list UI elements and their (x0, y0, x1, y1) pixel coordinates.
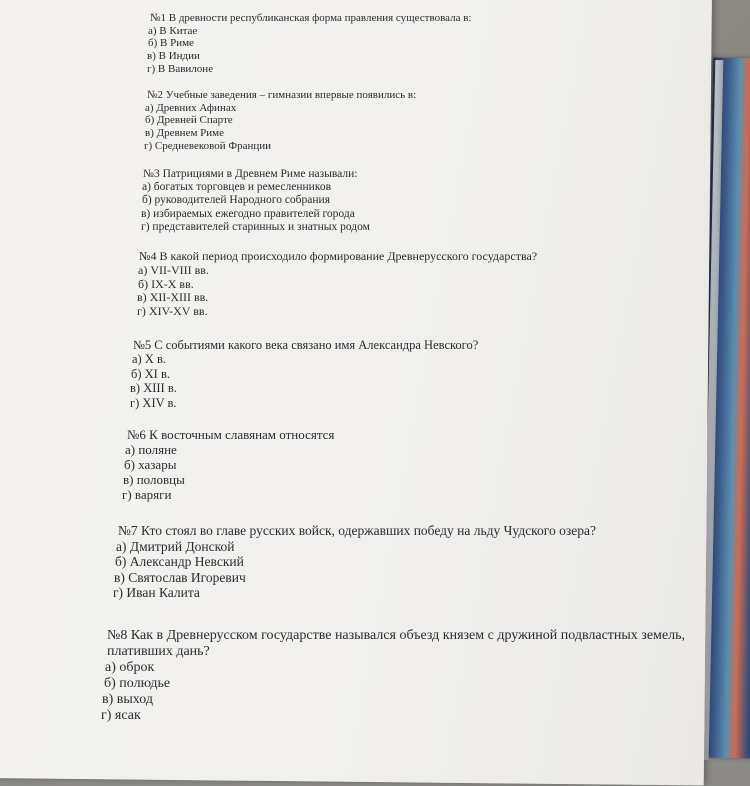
answer-option: в) XII-XIII вв. (137, 290, 209, 305)
question-text: №8 Как в Древнерусском государстве назывался объезд князем с дружиной подвластных земель, плативших дань? (107, 628, 685, 660)
answer-option: а) Древних Афинах (145, 101, 237, 114)
question-text: №4 В какой период происходило формирование Древнерусского государства? (139, 249, 538, 263)
answer-option: в) В Индии (147, 49, 200, 62)
answer-option: г) XIV-XV вв. (137, 304, 208, 319)
answer-option: б) хазары (124, 456, 177, 472)
answer-option: г) Иван Калита (113, 585, 200, 601)
question-text: №5 С событиями какого века связано имя Александра Невского? (133, 338, 479, 352)
answer-option: а) В Китае (148, 24, 198, 37)
question-8 (101, 628, 687, 725)
question-4 (139, 250, 537, 319)
answer-option: а) поляне (125, 441, 177, 457)
question-text: №7 Кто стоял во главе русских войск, одержавших победу на льду Чудского озера? (118, 523, 596, 538)
answer-option: а) X в. (132, 352, 167, 367)
answer-option: б) Древней Спарте (145, 114, 233, 127)
question-2 (144, 89, 417, 152)
question-7 (113, 523, 596, 601)
answer-option: а) Дмитрий Донской (116, 538, 235, 554)
question-1 (147, 12, 472, 75)
answer-option: в) избираемых ежегодно правителей города (141, 207, 355, 220)
answer-option: б) Александр Невский (115, 554, 244, 570)
answer-option: г) ясак (101, 708, 141, 724)
question-6 (122, 427, 335, 503)
answer-option: г) В Вавилоне (147, 62, 214, 75)
question-5 (130, 338, 479, 410)
question-text: №1 В древности республиканская форма правления существовала в: (150, 12, 472, 24)
question-text: №6 К восточным славянам относятся (127, 427, 335, 442)
answer-option: а) оброк (105, 660, 155, 676)
answer-option: а) богатых торговцев и ремесленников (142, 181, 332, 194)
answer-option: г) варяги (122, 486, 172, 502)
question-3 (143, 168, 370, 234)
answer-option: г) XIV в. (130, 395, 177, 410)
question-text: №3 Патрициями в Древнем Риме называли: (143, 168, 358, 180)
answer-option: в) Святослав Игоревич (114, 569, 246, 585)
answer-option: б) полюдье (104, 676, 171, 692)
answer-option: г) представителей старинных и знатных родом (141, 220, 370, 233)
question-text: №2 Учебные заведения – гимназии впервые появились в: (147, 89, 417, 101)
answer-option: в) половцы (123, 471, 185, 487)
answer-option: б) руководителей Народного собрания (142, 194, 330, 207)
answer-option: в) Древнем Риме (145, 126, 225, 139)
answer-option: в) XIII в. (130, 381, 177, 396)
answer-option: б) XI в. (131, 366, 170, 381)
answer-option: б) IX-X вв. (138, 276, 194, 291)
answer-option: а) VII-VIII вв. (138, 262, 209, 277)
answer-option: б) В Риме (148, 37, 194, 50)
answer-option: г) Средневековой Франции (144, 139, 272, 152)
answer-option: в) выход (102, 692, 153, 708)
